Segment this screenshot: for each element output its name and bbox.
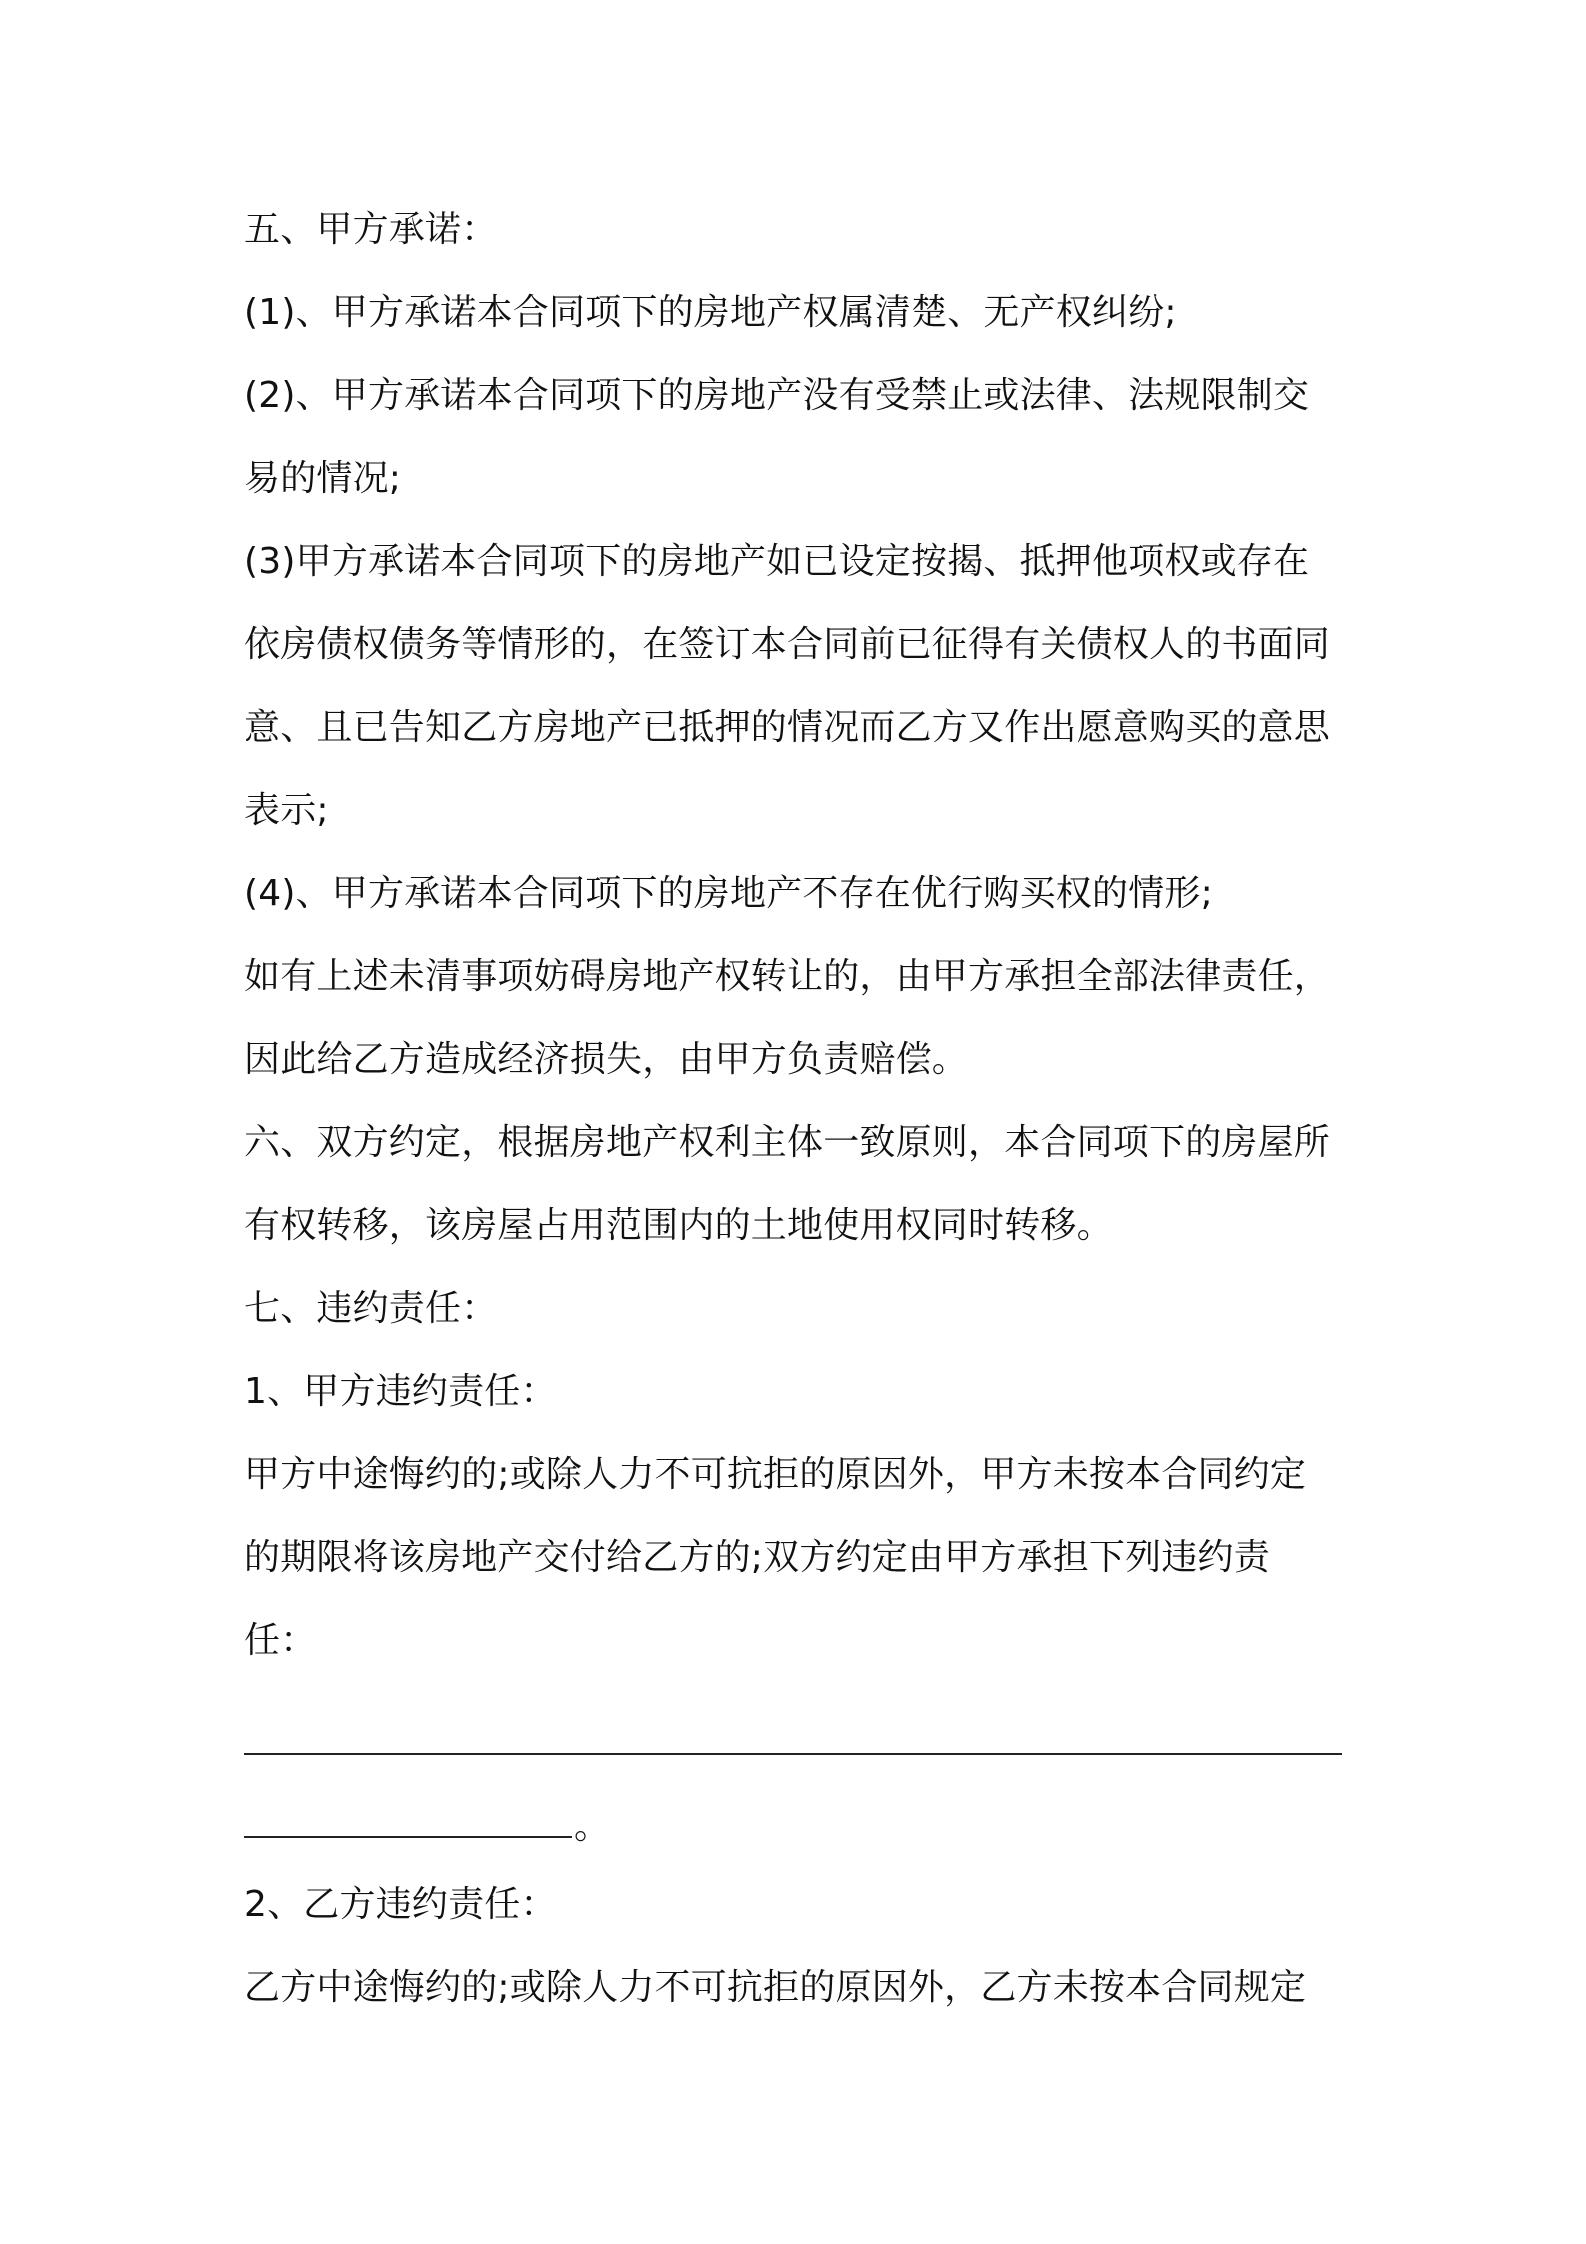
clause-line: 任： bbox=[244, 1620, 317, 1661]
clause-line: (2)、甲方承诺本合同项下的房地产没有受禁止或法律、法规限制交 bbox=[244, 375, 1310, 416]
clause-line: 因此给乙方造成经济损失，由甲方负责赔偿。 bbox=[244, 1039, 969, 1080]
clause-line: 的期限将该房地产交付给乙方的;双方约定由甲方承担下列违约责 bbox=[244, 1537, 1270, 1578]
section-six-line: 六、双方约定，根据房地产权利主体一致原则，本合同项下的房屋所 bbox=[244, 1122, 1331, 1163]
clause-line: 如有上述未清事项妨碍房地产权转让的，由甲方承担全部法律责任， bbox=[244, 956, 1331, 997]
section-six-line: 有权转移，该房屋占用范围内的土地使用权同时转移。 bbox=[244, 1205, 1113, 1246]
clause-line: 甲方中途悔约的;或除人力不可抗拒的原因外，甲方未按本合同约定 bbox=[244, 1454, 1307, 1495]
section-five-heading: 五、甲方承诺： bbox=[244, 209, 498, 250]
clause-line: 意、且已告知乙方房地产已抵押的情况而乙方又作出愿意购买的意思 bbox=[244, 707, 1331, 748]
clause-line: 乙方中途悔约的;或除人力不可抗拒的原因外，乙方未按本合同规定 bbox=[244, 1967, 1307, 2008]
blank-suffix: 。 bbox=[574, 1806, 611, 1847]
clause-line: (3)甲方承诺本合同项下的房地产如已设定按揭、抵押他项权或存在 bbox=[244, 541, 1310, 582]
clause-line: 表示; bbox=[244, 790, 329, 831]
clause-line: 依房债权债务等情形的，在签订本合同前已征得有关债权人的书面同 bbox=[244, 624, 1331, 665]
section-seven-heading: 七、违约责任： bbox=[244, 1288, 498, 1329]
fill-in-blank-line bbox=[244, 1753, 1342, 1755]
party-a-liability-heading: 1、甲方违约责任： bbox=[244, 1371, 557, 1412]
clause-line: (1)、甲方承诺本合同项下的房地产权属清楚、无产权纠纷; bbox=[244, 292, 1177, 333]
clause-line: (4)、甲方承诺本合同项下的房地产不存在优行购买权的情形; bbox=[244, 873, 1213, 914]
party-b-liability-heading: 2、乙方违约责任： bbox=[244, 1884, 557, 1925]
fill-in-blank-line bbox=[244, 1836, 572, 1838]
clause-line: 易的情况; bbox=[244, 458, 402, 499]
